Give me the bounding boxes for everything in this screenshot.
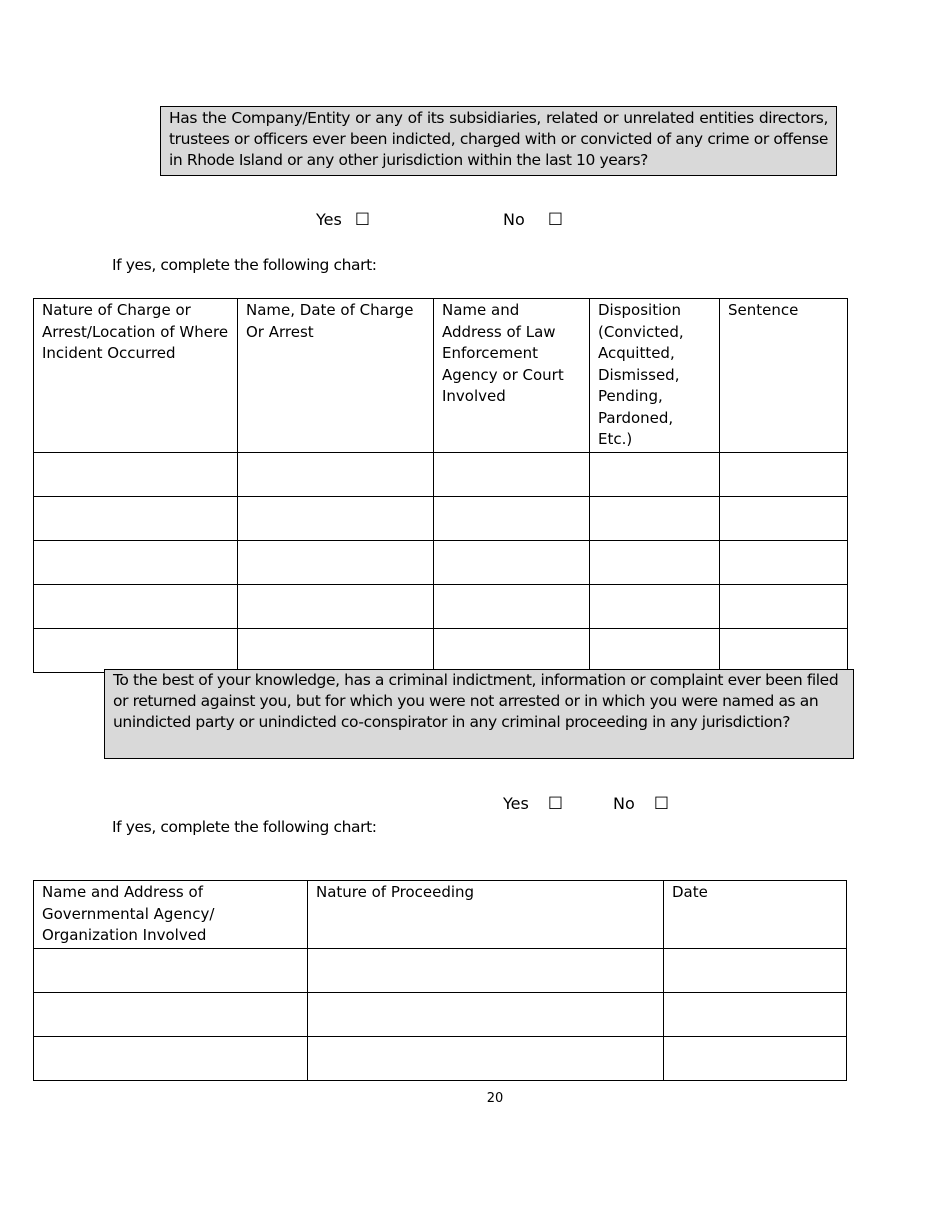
table-cell[interactable] bbox=[308, 992, 664, 1036]
q1-no-checkbox[interactable]: ☐ bbox=[547, 210, 564, 230]
proceedings-table bbox=[33, 880, 847, 1081]
table-cell[interactable] bbox=[720, 584, 848, 628]
q2-no-label: No bbox=[613, 794, 635, 813]
q2-no-checkbox[interactable]: ☐ bbox=[653, 794, 670, 814]
table-cell[interactable] bbox=[34, 1036, 308, 1080]
question-1-text: Has the Company/Entity or any of its subsidiaries, related or unrelated entities directors, trustees or officers ever been indicted, charged with or convicted of any crime or offense in Rhode Island or any other jurisdiction within the last 10 years? bbox=[169, 109, 828, 169]
table-cell[interactable] bbox=[34, 584, 238, 628]
table-cell[interactable] bbox=[238, 452, 434, 496]
table-cell[interactable] bbox=[720, 496, 848, 540]
q2-no-option[interactable] bbox=[613, 794, 669, 814]
table-cell[interactable] bbox=[590, 496, 720, 540]
header-nature-of-proceeding: Nature of Proceeding bbox=[308, 881, 664, 949]
header-sentence: Sentence bbox=[720, 299, 848, 453]
table-cell[interactable] bbox=[590, 452, 720, 496]
table-cell[interactable] bbox=[238, 628, 434, 672]
question-2-text: To the best of your knowledge, has a criminal indictment, information or complaint ever been filed or returned against you, but for which you were not arrested or in which you were named as an unindicted party or unindicted co-conspirator in any criminal proceeding in any jurisdiction? bbox=[113, 671, 839, 731]
page-number: 20 bbox=[486, 1091, 504, 1106]
table-cell[interactable] bbox=[434, 628, 590, 672]
table-cell[interactable] bbox=[434, 452, 590, 496]
table-cell[interactable] bbox=[34, 948, 308, 992]
table-row bbox=[34, 628, 848, 672]
table-cell[interactable] bbox=[720, 540, 848, 584]
table-cell[interactable] bbox=[34, 628, 238, 672]
table-cell[interactable] bbox=[590, 584, 720, 628]
table-cell[interactable] bbox=[720, 628, 848, 672]
table-cell[interactable] bbox=[238, 496, 434, 540]
table-cell[interactable] bbox=[664, 948, 847, 992]
table-cell[interactable] bbox=[238, 584, 434, 628]
table-row bbox=[34, 1036, 847, 1080]
table-cell[interactable] bbox=[434, 496, 590, 540]
q2-instruction: If yes, complete the following chart: bbox=[112, 818, 377, 836]
table-cell[interactable] bbox=[590, 628, 720, 672]
table-row bbox=[34, 584, 848, 628]
table-cell[interactable] bbox=[34, 496, 238, 540]
table-row bbox=[34, 452, 848, 496]
table-cell[interactable] bbox=[434, 540, 590, 584]
q1-yes-option[interactable] bbox=[316, 210, 370, 230]
q2-yes-checkbox[interactable]: ☐ bbox=[547, 794, 564, 814]
table-cell[interactable] bbox=[434, 584, 590, 628]
q1-no-option[interactable] bbox=[503, 210, 563, 230]
table-cell[interactable] bbox=[238, 540, 434, 584]
table-cell[interactable] bbox=[308, 948, 664, 992]
table-header-row bbox=[34, 299, 848, 453]
question-1-box bbox=[160, 106, 837, 176]
table-cell[interactable] bbox=[34, 452, 238, 496]
table-row bbox=[34, 992, 847, 1036]
table-row bbox=[34, 540, 848, 584]
table-cell[interactable] bbox=[34, 992, 308, 1036]
question-2-box bbox=[104, 669, 854, 759]
table-cell[interactable] bbox=[590, 540, 720, 584]
criminal-history-table bbox=[33, 298, 848, 673]
table-cell[interactable] bbox=[34, 540, 238, 584]
q1-no-label: No bbox=[503, 210, 525, 229]
q1-yes-checkbox[interactable]: ☐ bbox=[354, 210, 371, 230]
table-cell[interactable] bbox=[720, 452, 848, 496]
header-disposition: Disposition (Convicted, Acquitted, Dismissed, Pending, Pardoned, Etc.) bbox=[590, 299, 720, 453]
table-cell[interactable] bbox=[664, 992, 847, 1036]
table-row bbox=[34, 948, 847, 992]
table-cell[interactable] bbox=[664, 1036, 847, 1080]
header-agency-organization: Name and Address of Governmental Agency/ Organization Involved bbox=[34, 881, 308, 949]
table-header-row bbox=[34, 881, 847, 949]
table-cell[interactable] bbox=[308, 1036, 664, 1080]
q2-yes-option[interactable] bbox=[503, 794, 563, 814]
table-row bbox=[34, 496, 848, 540]
q2-yes-label: Yes bbox=[503, 794, 529, 813]
header-name-date-of-charge: Name, Date of Charge Or Arrest bbox=[238, 299, 434, 453]
q1-yes-label: Yes bbox=[316, 210, 342, 229]
header-date: Date bbox=[664, 881, 847, 949]
header-nature-of-charge: Nature of Charge or Arrest/Location of Where Incident Occurred bbox=[34, 299, 238, 453]
header-law-enforcement-agency: Name and Address of Law Enforcement Agency or Court Involved bbox=[434, 299, 590, 453]
q1-instruction: If yes, complete the following chart: bbox=[112, 256, 377, 274]
